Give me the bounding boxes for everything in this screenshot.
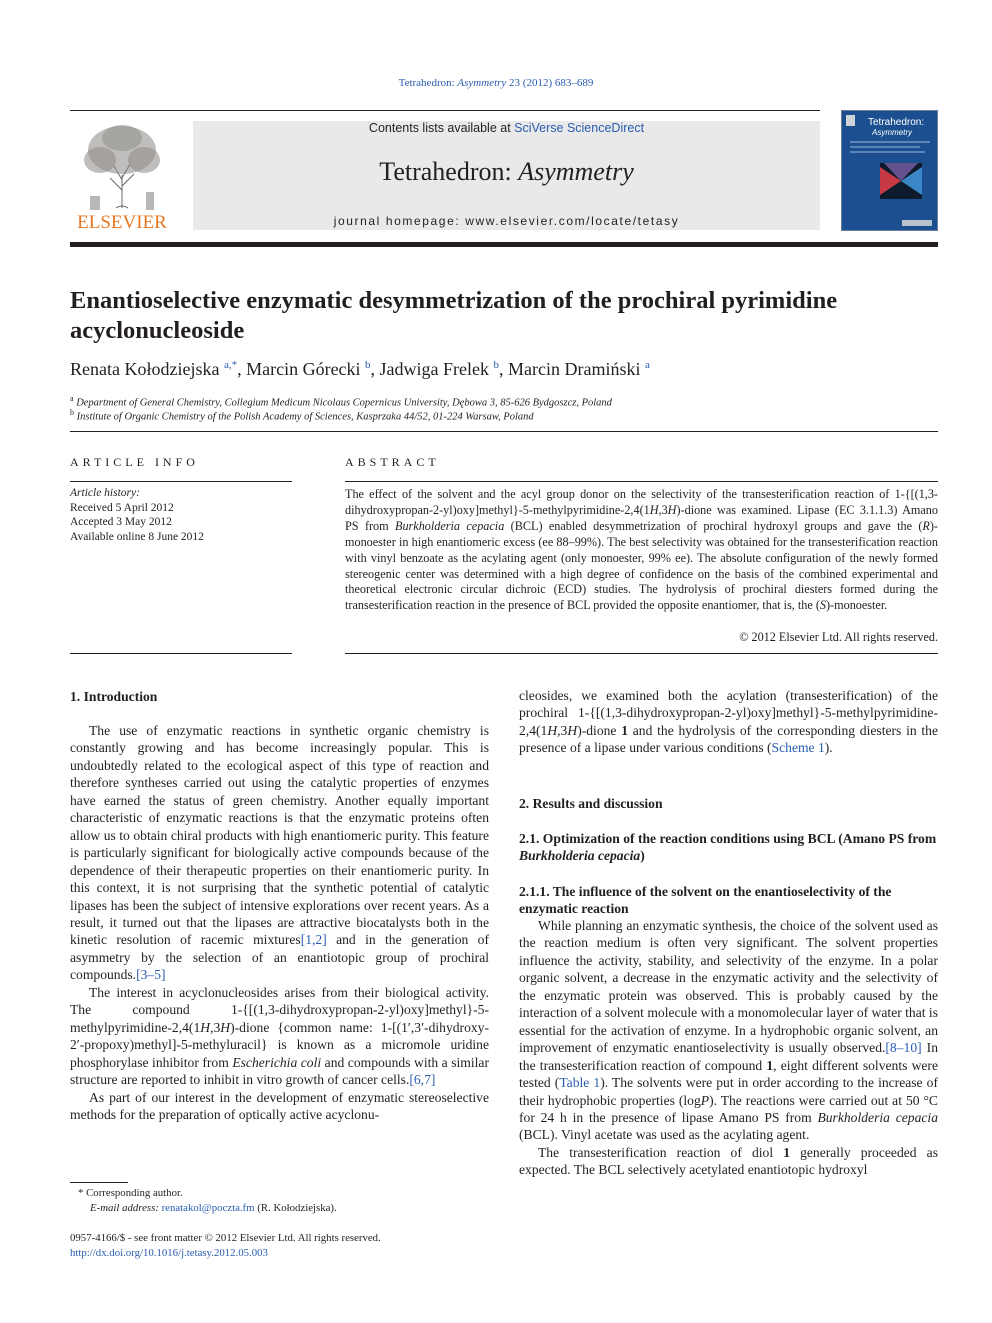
sciencedirect-link[interactable]: SciVerse ScienceDirect (514, 121, 645, 135)
abstract-bottom-rule (345, 653, 938, 654)
cover-subtitle: Asymmetry (872, 128, 912, 137)
journal-cover[interactable] (841, 110, 938, 231)
subsection-heading: 2.1. Optimization of the reaction conditions using BCL (Amano PS from Burkholderia cepacia) (519, 831, 937, 864)
info-bottom-rule (70, 653, 292, 654)
info-rule (70, 481, 292, 482)
body-column-right-continued (519, 917, 938, 1179)
paragraph: The interest in acyclonucleosides arises from their biological activity. The compound 1-{[(1,3-dihydroxypropan-2-yl)oxy]methyl}-5-methylpyrimidine-2,4(1H,3H)-dione {common name: 1-[(1′,3′-dihydroxy-2′-propoxy)methyl]-5-methyluracil} is known as a micromole uridine phosphorylase inhibitor from Escherichia coli and compounds with a similar structure are reported to inhibit in vitro growth of cancer cells.[6,7] (70, 984, 489, 1088)
contents-line: Contents lists available at SciVerse ScienceDirect (368, 121, 645, 135)
author-list: Renata Kołodziejska $^{a,*}$, Marcin Górecki $^b$, Jadwiga Frelek $^b$, Marcin Dramiński $^a$ (70, 359, 650, 379)
author-aff-mark[interactable]: a,* (223, 359, 238, 371)
author-name[interactable]: Jadwiga Frelek (379, 359, 490, 379)
author-name[interactable]: Marcin Górecki (246, 359, 361, 379)
citation-link[interactable]: [8–10] (885, 1040, 922, 1056)
body-column-right (519, 687, 938, 757)
paragraph: As part of our interest in the development of enzymatic stereoselective methods for the preparation of optically active acyclonu- (70, 1089, 489, 1122)
table-link[interactable]: Table 1 (559, 1075, 601, 1091)
cover-logo-icon (846, 115, 855, 126)
author-name[interactable]: Renata Kołodziejska (70, 359, 220, 379)
scheme-link[interactable]: Scheme 1 (771, 740, 825, 756)
header-rule (70, 110, 820, 111)
author-aff-mark[interactable]: b (365, 359, 371, 371)
abstract-heading: ABSTRACT (345, 455, 440, 469)
citation-link[interactable]: [6,7] (409, 1072, 436, 1088)
journal-homepage-link[interactable]: journal homepage: www.elsevier.com/locate/tetasy (333, 214, 680, 228)
affiliation: $^a$ Department of General Chemistry, Collegium Medicum Nicolaus Copernicus University, Dębowa 3, 85-626 Bydgoszcz, Poland (70, 394, 612, 409)
paragraph: While planning an enzymatic synthesis, the choice of the solvent used as the reaction medium is often very significant. The solvent properties influence the activity, stability, and selectivity of the enzyme. In a polar organic solvent, a decrease in the enzymatic activity and the selectivity of the enzymatic protein was observed. This is probably caused by the interaction of a solvent molecule with a monomolecular layer of water that is essential for the activation of enzyme. In a hydrophobic organic solvent, an improvement of enzymatic enantioselectivity is usually observed.[8–10] In the transesterification reaction of compound 1, eight different solvents were tested (Table 1). The solvents were put in order according to the increase of their hydrophobic properties (logP). The reactions were carried out at 50 °C for 24 h in the presence of lipase Amano PS from Burkholderia cepacia (BCL). Vinyl acetate was used as the acylating agent. (519, 918, 938, 1143)
cover-text-lines (850, 141, 930, 159)
footnote-rule (70, 1182, 128, 1183)
subsubsection-heading: 2.1.1. The influence of the solvent on the enantioselectivity of the enzymatic reaction (519, 884, 892, 917)
email-link[interactable]: renatakol@poczta.fm (161, 1202, 255, 1214)
abstract-text: The effect of the solvent and the acyl group donor on the selectivity of the transesterification reaction of 1-{[(1,3-dihydroxypropan-2-yl)oxy]methyl}-5-methylpyrimidine-2,4(1H,3H)-dione was examined. Lipase (EC 3.1.1.3) Amano PS from Burkholderia cepacia (BCL) enabled desymmetrization of prochiral hydroxyl groups and gave the (R)-monoester in high enantiomeric excess (ee 88–99%). The best selectivity was obtained for the transesterification reaction with vinyl benzoate as the acylating agent (only monoester, 99% ee). The absolute configuration of the newly formed stereogenic center was determined with a high degree of confidence on the basis of the combined experimental and theoretical electronic circular dichroic (ECD) studies. The hydrolysis of prochiral diesters formed during the transesterification reaction in the presence of BCL provided the opposite enantiomer, that is, the (S)-monoester. (345, 487, 938, 613)
header-thick-rule (70, 242, 938, 247)
article-history: Article history: Received 5 April 2012 Accepted 3 May 2012 Available online 8 June 2012 (70, 487, 204, 543)
journal-name: Tetrahedron: Asymmetry (379, 157, 634, 186)
section-heading: 2. Results and discussion (519, 796, 663, 811)
cover-publisher-icon (902, 220, 932, 226)
journal-citation[interactable]: Tetrahedron: Asymmetry 23 (2012) 683–689 (398, 77, 594, 89)
article-title: Enantioselective enzymatic desymmetrization of the prochiral pyrimidine acyclonucleoside (70, 287, 838, 344)
issn-block (70, 1231, 381, 1260)
affiliation-rule (70, 431, 938, 432)
author-aff-mark[interactable]: a (644, 359, 650, 371)
email-note: E-mail address: renatakol@poczta.fm (R. Kołodziejska). (90, 1202, 337, 1214)
issn-line: 0957-4166/$ - see front matter © 2012 Elsevier Ltd. All rights reserved. (70, 1232, 381, 1244)
abstract-rule (345, 481, 938, 482)
footnotes (70, 1186, 337, 1216)
paragraph: The transesterification reaction of diol 1 generally proceeded as expected. The BCL selectively acetylated enantiotopic hydroxyl (519, 1144, 938, 1178)
cover-graphic-icon (880, 163, 922, 199)
journal-banner (193, 121, 820, 230)
doi-link[interactable]: http://dx.doi.org/10.1016/j.tetasy.2012.05.003 (70, 1246, 268, 1259)
cover-title: Tetrahedron: (868, 117, 925, 128)
citation-link[interactable]: [3–5] (136, 967, 166, 983)
author-name[interactable]: Marcin Dramiński (508, 359, 641, 379)
elsevier-logo (70, 120, 175, 232)
copyright-line: © 2012 Elsevier Ltd. All rights reserved. (739, 630, 938, 644)
publisher-wordmark: ELSEVIER (77, 212, 167, 232)
affiliation: $^b$ Institute of Organic Chemistry of the Polish Academy of Sciences, Kasprzaka 44/52, 01-224 Warsaw, Poland (70, 408, 534, 423)
elsevier-tree-icon (70, 120, 175, 232)
paragraph: cleosides, we examined both the acylation (transesterification) of the prochiral 1-{[(1,3-dihydroxypropan-2-yl)oxy]methyl}-5-methylpyrimidine-2,4(1H,3H)-dione 1 and the hydrolysis of the corresponding diesters in the presence of a lipase under various conditions (Scheme 1). (519, 688, 939, 756)
citation-link[interactable]: [1,2] (300, 932, 327, 948)
paragraph: The use of enzymatic reactions in synthetic organic chemistry is constantly growing and has become increasingly popular. This is undoubtedly related to the ecological aspect of this type of reaction and therefore syntheses carried out using the catalytic properties of enzymes have earned the status of green chemistry. Another equally important characteristic of enzymatic reactions is that the enzymatic proteins often allow us to obtain chiral products with high enantiomeric purity. This feature is particularly significant for biologically active compounds because of the dependence of their therapeutic properties on their enantiomeric purity. In this context, it is not surprising that the synthetic potential of catalytic lipases has been the subject of intensive explorations over recent years. As a result, it turned out that the lipases are attractive biocatalysts both in the kinetic resolution of racemic mixtures[1,2] and in the generation of asymmetry by the selection of an enantiotopic group of prochiral compounds.[3–5] (70, 723, 489, 983)
section-heading: 1. Introduction (70, 689, 158, 704)
corresponding-author-note: * Corresponding author. (78, 1187, 183, 1199)
body-column-left (70, 722, 489, 1123)
article-info-heading: ARTICLE INFO (70, 455, 199, 469)
author-aff-mark[interactable]: b (493, 359, 500, 371)
